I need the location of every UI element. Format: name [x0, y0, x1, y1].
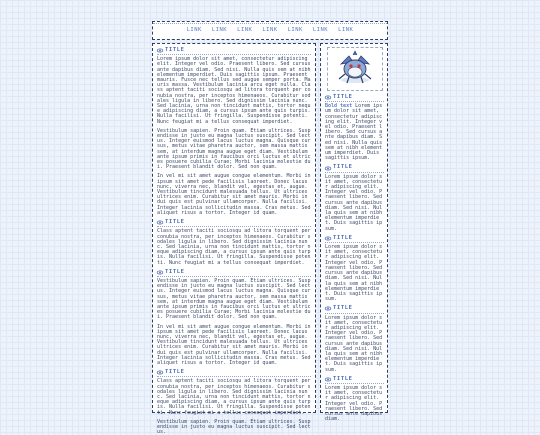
nav-link-2[interactable]: LINK: [211, 27, 228, 33]
eye-icon: [157, 270, 163, 275]
eye-icon: [325, 377, 331, 382]
nav-link-1[interactable]: LINK: [186, 27, 202, 33]
paragraph: Class aptent taciti sociosqu ad litora torquent per conubia nostra, per inceptos himenaeos. Curabitur sodales ligula in libero. Sed dignissim lacinia nunc. Sed lacinia, urna non tincidunt mattis, tortor neque adipiscing diam, a cursus ipsum ante quis turpis. Nulla facilisi. Ut fringilla. Suspendisse potenti. Nunc feugiat mi a tellus consequat imperdiet.: [157, 228, 311, 266]
main-section: [157, 370, 311, 435]
nav-link-4[interactable]: LINK: [262, 27, 278, 33]
sidebar: [320, 43, 388, 423]
section-title: [325, 165, 384, 172]
section-title-text: TITLE: [333, 164, 353, 171]
paragraph: Vestibulum sapien. Proin quam. Etiam ultrices. Suspendisse in justo eu magna luctus suscipit. Sed lectus. Integer euismod lacus luctus magna. Quisque cursus, metus vitae pharetra auctor, sem massa mattis sem, at interdum magna augue eget diam. Vestibulum ante ipsum primis in faucibus orci luctus et ultrices posuere cubilia Curae; Morbi lacinia molestie dui. Praesent blandit dolor. Sed non quam.: [157, 127, 311, 171]
main-section: [157, 220, 311, 266]
eye-icon: [325, 236, 331, 241]
sidebar-section: [325, 377, 384, 423]
sidebar-text: [325, 104, 384, 161]
nav-link-3[interactable]: LINK: [237, 27, 253, 33]
sidebar-section: [325, 165, 384, 231]
section-title-text: TITLE: [333, 305, 353, 312]
nav-links: [153, 28, 387, 33]
sidebar-paragraph: Lorem ipsum dolor sit amet, consectetur adipiscing elit. Integer vel odio. Praesent libero. Sed cursus ante dapibus diam. Sed nisi. Nulla quis sem at nibh elementum imperdiet. Duis sagittis ipsum.: [325, 103, 383, 162]
eye-icon: [157, 220, 163, 225]
section-title-text: TITLE: [333, 94, 353, 100]
section-title: [157, 370, 311, 377]
sidebar-paragraph: Lorem ipsum dolor sit amet, consectetur adipiscing elit. Integer vel odio. Praesent libero. Sed cursus ante dapibus diam.: [325, 384, 383, 423]
bold-text: Bold text: [325, 103, 353, 110]
nav-link-6[interactable]: LINK: [312, 27, 329, 33]
section-title: [325, 95, 384, 102]
eye-icon: [157, 48, 163, 53]
paragraph: Vestibulum sapien. Proin quam. Etiam ultrices. Suspendisse in justo eu magna luctus suscipit. Sed lectus.: [157, 418, 311, 435]
section-title: [325, 236, 384, 243]
eye-icon: [325, 306, 331, 311]
eye-icon: [325, 166, 331, 171]
section-title: [325, 306, 384, 313]
section-title-text: TITLE: [333, 375, 353, 382]
section-title-text: TITLE: [165, 47, 185, 53]
main-section: [157, 48, 311, 216]
section-title: [325, 377, 384, 384]
sidebar-paragraph: Lorem ipsum dolor sit amet, consectetur adipiscing elit. Integer vel odio. Praesent libero. Sed cursus ante dapibus diam. Sed nisi. Nulla quis sem at nibh elementum imperdiet. Duis sagittis ipsum.: [325, 173, 383, 232]
paragraph: Class aptent taciti sociosqu ad litora torquent per conubia nostra, per inceptos himenaeos. Curabitur sodales ligula in libero. Sed dignissim lacinia nunc. Sed lacinia, urna non tincidunt mattis, tortor neque adipiscing diam, a cursus ipsum ante quis turpis. Nulla facilisi. Ut fringilla. Suspendisse potenti. Nunc feugiat mi a tellus consequat imperdiet.: [157, 378, 311, 416]
section-title-text: TITLE: [165, 219, 185, 226]
nav-link-7[interactable]: LINK: [338, 27, 354, 33]
section-title-text: TITLE: [165, 369, 185, 376]
section-title: [157, 220, 311, 227]
sidebar-paragraph: Lorem ipsum dolor sit amet, consectetur adipiscing elit. Integer vel odio. Praesent libero. Sed cursus ante dapibus diam. Sed nisi. Nulla quis sem at nibh elementum imperdiet. Duis sagittis ipsum.: [325, 314, 383, 373]
eye-icon: [325, 95, 331, 100]
sidebar-paragraph: Lorem ipsum dolor sit amet, consectetur adipiscing elit. Integer vel odio. Praesent libero. Sed cursus ante dapibus diam. Sed nisi. Nulla quis sem at nibh elementum imperdiet. Duis sagittis ipsum.: [325, 244, 383, 303]
sidebar-section: [325, 236, 384, 302]
sidebar-section: [325, 95, 384, 161]
paragraph: In vel mi sit amet augue congue elementum. Morbi in ipsum sit amet pede facilisis laoreet. Donec lacus nunc, viverra nec, blandit vel, egestas et, augue. Vestibulum tincidunt malesuada tellus. Ut ultrices ultrices enim. Curabitur sit amet mauris. Morbi in dui quis est pulvinar ullamcorper. Nulla facilisi. Integer lacinia sollicitudin massa. Cras metus. Sed aliquet risus a tortor. Integer id quam.: [157, 323, 311, 366]
paragraph: Lorem ipsum dolor sit amet, consectetur adipiscing elit. Integer vel odio. Praesent libero. Sed cursus ante dapibus diam. Sed nisi. Nulla quis sem at nibh elementum imperdiet. Duis sagittis ipsum. Praesent mauris. Fusce nec tellus sed augue semper porta. Mauris massa. Vestibulum lacinia arcu eget nulla. Class aptent taciti sociosqu ad litora torquent per conubia nostra, per inceptos himenaeos. Curabitur sodales ligula in libero. Sed dignissim lacinia nunc. Sed lacinia, urna non tincidunt mattis, tortor neque adipiscing diam, a cursus ipsum ante quis turpis. Nulla facilisi. Ut fringilla. Suspendisse potenti. Nunc feugiat mi a tellus consequat imperdiet.: [157, 56, 311, 125]
sidebar-section: [325, 306, 384, 372]
paragraph: Vestibulum sapien. Proin quam. Etiam ultrices. Suspendisse in justo eu magna luctus suscipit. Sed lectus. Integer euismod lacus luctus magna. Quisque cursus, metus vitae pharetra auctor, sem massa mattis sem, at interdum magna augue eget diam. Vestibulum ante ipsum primis in faucibus orci luctus et ultrices posuere cubilia Curae; Morbi lacinia molestie dui. Praesent blandit dolor. Sed non quam.: [157, 277, 311, 321]
section-title-text: TITLE: [333, 234, 353, 241]
section-title-text: TITLE: [165, 268, 185, 275]
eye-icon: [157, 370, 163, 375]
nav-top-strip: [153, 22, 387, 24]
main-section: [157, 270, 311, 366]
nav-link-5[interactable]: LINK: [287, 27, 303, 33]
section-title: [157, 270, 311, 277]
top-navigation: [152, 21, 388, 40]
section-title: [157, 48, 311, 55]
paragraph: In vel mi sit amet augue congue elementum. Morbi in ipsum sit amet pede facilisis laoreet. Donec lacus nunc, viverra nec, blandit vel, egestas et, augue. Vestibulum tincidunt malesuada tellus. Ut ultrices ultrices enim. Curabitur sit amet mauris. Morbi in dui quis est pulvinar ullamcorper. Nulla facilisi. Integer lacinia sollicitudin massa. Cras metus. Sed aliquet risus a tortor. Integer id quam.: [157, 173, 311, 216]
pokemon-creature-image: [327, 47, 383, 91]
main-content: [152, 43, 316, 435]
